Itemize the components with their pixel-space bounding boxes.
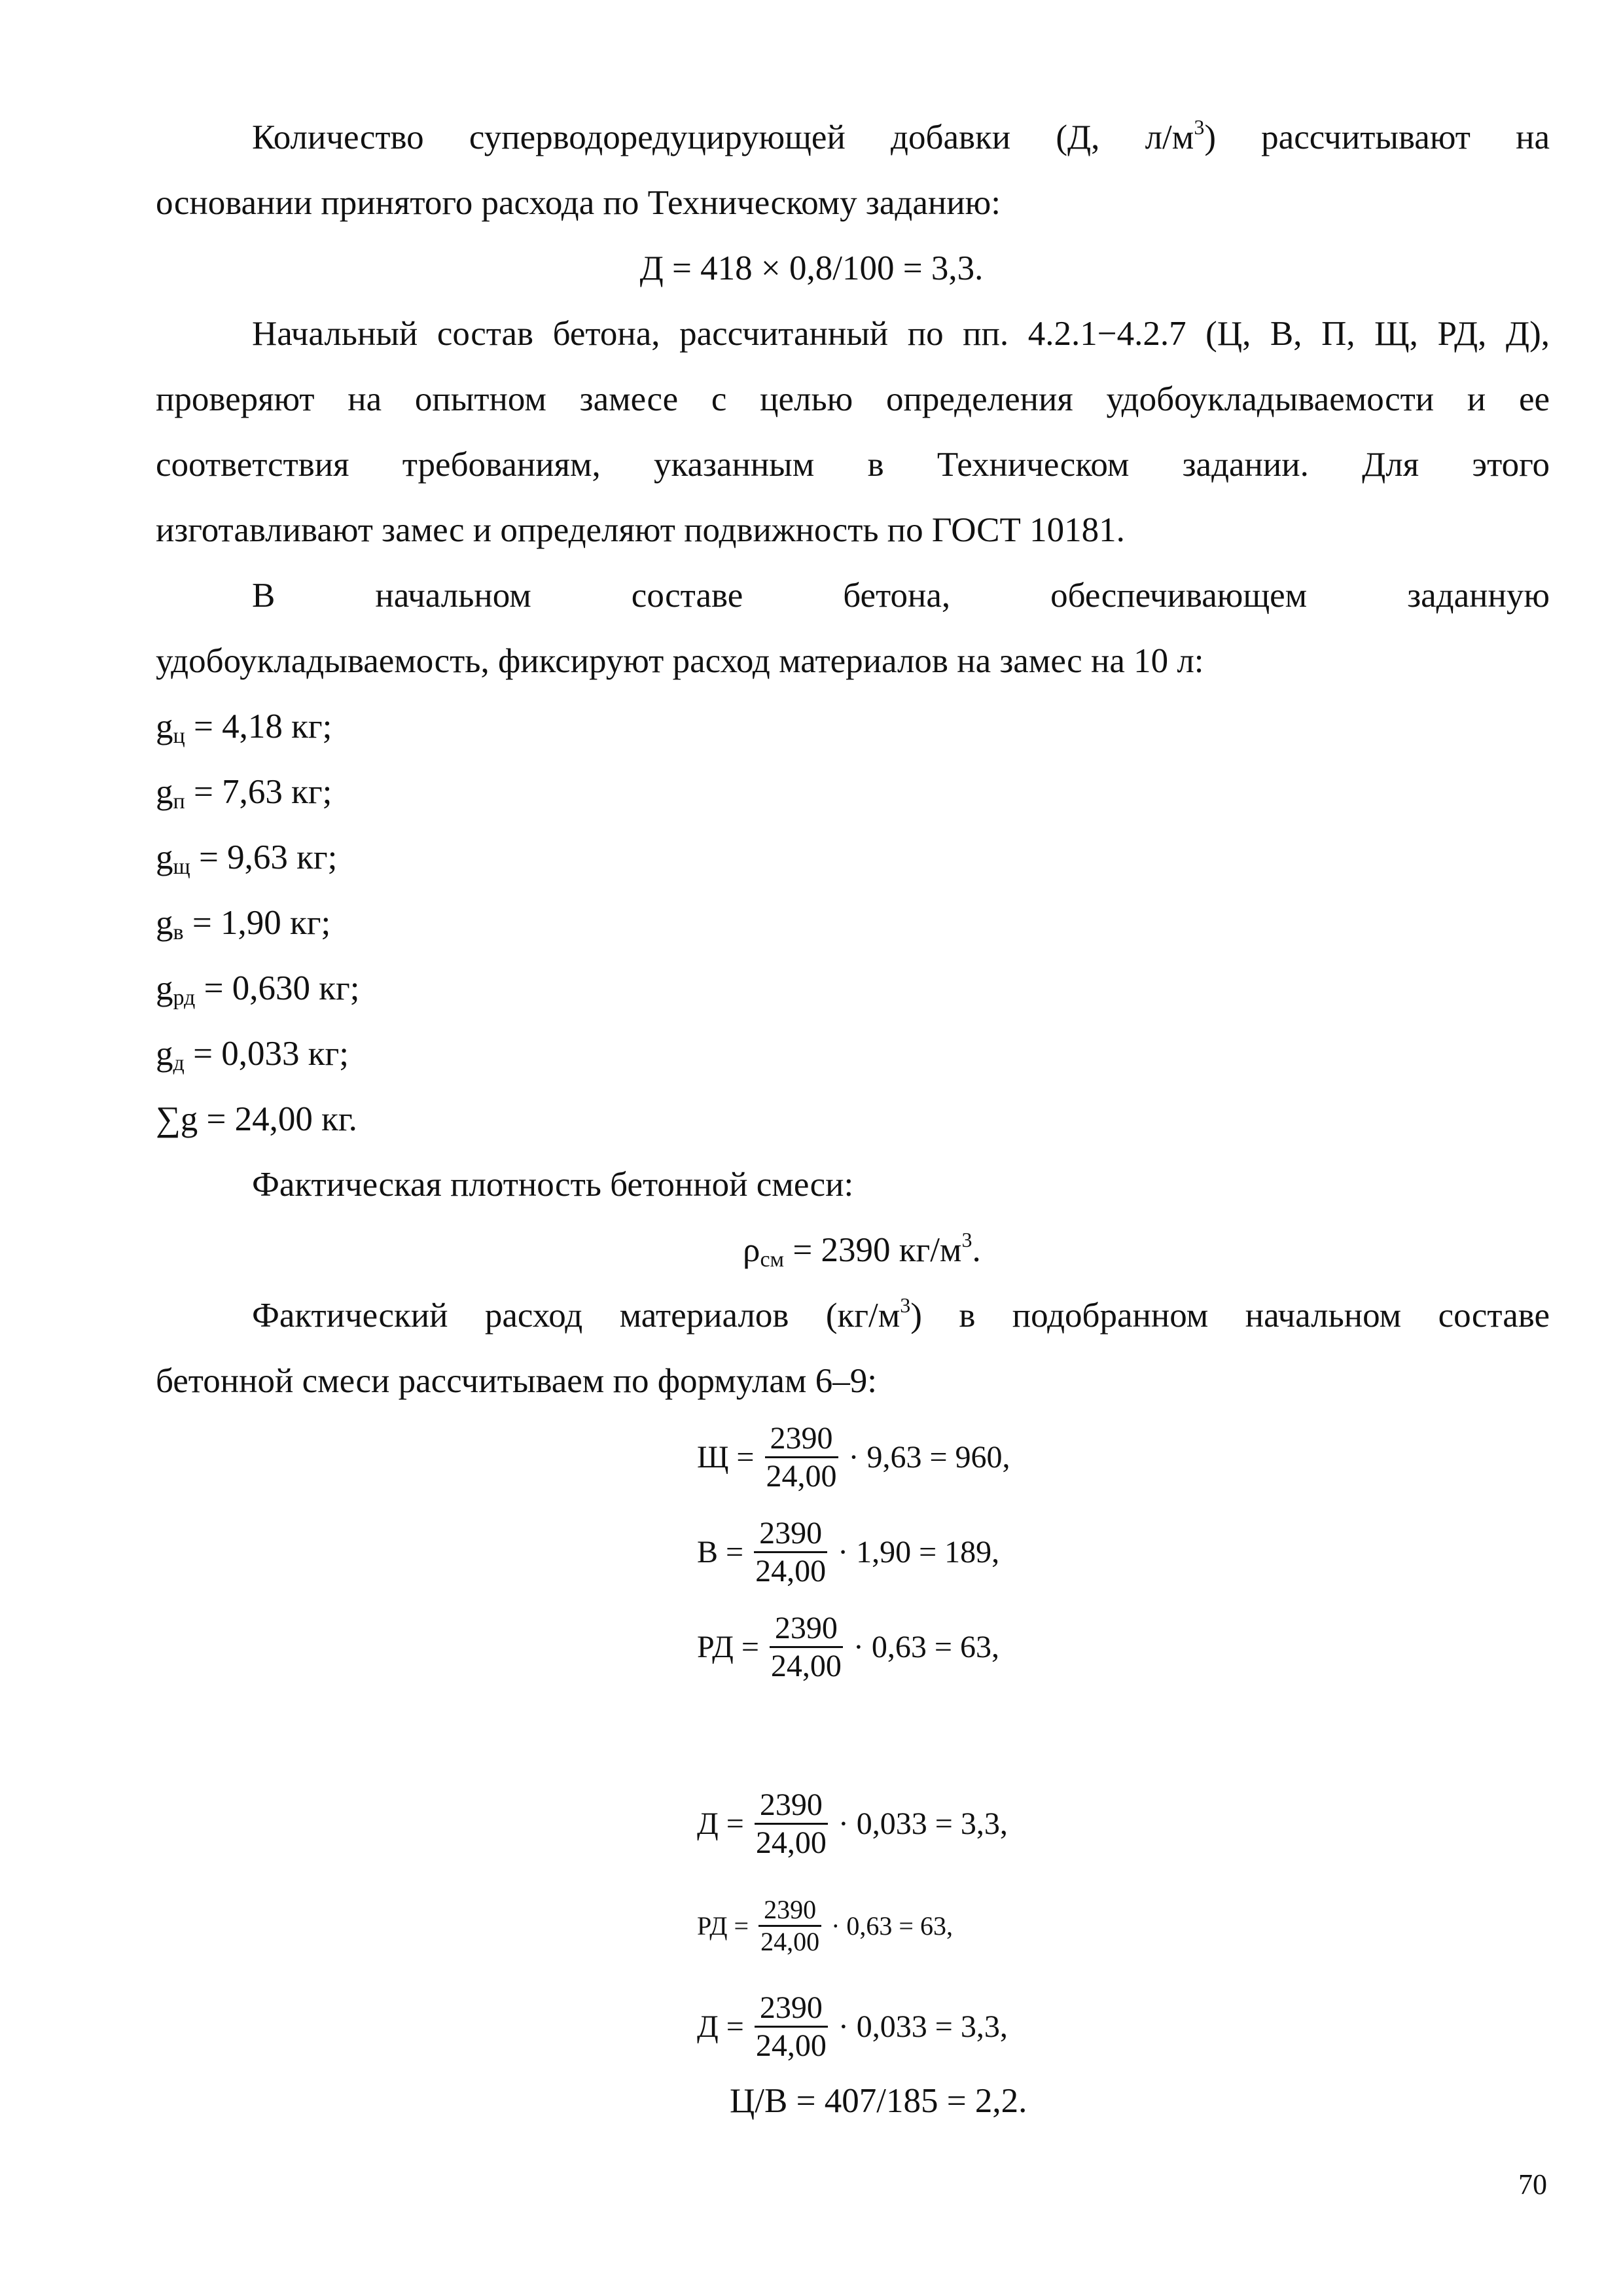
- formula-rhs: · 0,033 = 3,3,: [838, 2009, 1008, 2044]
- paragraph-3-line-1: В начальном составе бетона, обеспечивающем заданную: [252, 577, 1550, 615]
- formula-lhs: РД =: [697, 1629, 759, 1664]
- formula-rhs: · 0,63 = 63,: [831, 1910, 953, 1941]
- ratio-line: Ц/В = 407/185 = 2,2.: [730, 2082, 1027, 2120]
- numerator: 2390: [755, 1990, 828, 2028]
- value: = 1,90 кг;: [183, 904, 331, 942]
- text: Количество суперводоредуцирующей добавки (Д, л/м: [252, 118, 1194, 156]
- material-sand: [156, 772, 332, 812]
- paragraph-4-line-1: [252, 1293, 1550, 1335]
- formula-rd: [697, 1610, 999, 1684]
- paragraph-2-line-1: Начальный состав бетона, рассчитанный по пп. 4.2.1−4.2.7 (Ц, В, П, Щ, РД, Д),: [252, 315, 1550, 353]
- density-value: [743, 1230, 981, 1270]
- fraction: [750, 1515, 831, 1589]
- value: = 2390 кг/м: [784, 1231, 962, 1269]
- paragraph-2-line-2: проверяют на опытном замесе с целью определения удобоукладываемости и ее: [156, 380, 1550, 418]
- subscript: п: [173, 789, 185, 814]
- subscript: щ: [173, 855, 190, 879]
- paragraph-4-line-2: бетонной смеси рассчитываем по формулам 6–9:: [156, 1362, 877, 1400]
- text: ) рассчитывают на: [1204, 118, 1550, 156]
- text: ) в подобранном начальном составе: [910, 1297, 1550, 1335]
- formula-rhs: · 1,90 = 189,: [838, 1534, 1000, 1570]
- denominator: 24,00: [770, 1649, 842, 1684]
- symbol: g: [156, 838, 173, 876]
- subscript: в: [173, 920, 184, 944]
- fraction: [766, 1610, 847, 1684]
- density-intro: Фактическая плотность бетонной смеси:: [252, 1166, 854, 1204]
- denominator: 24,00: [760, 1927, 820, 1956]
- fraction: [761, 1420, 842, 1494]
- equation-additive: Д = 418 × 0,8/100 = 3,3.: [639, 249, 984, 287]
- denominator: 24,00: [755, 2028, 827, 2064]
- material-rd: [156, 969, 359, 1008]
- numerator: 2390: [765, 1420, 838, 1458]
- numerator: 2390: [754, 1515, 827, 1553]
- formula-rhs: · 0,033 = 3,3,: [838, 1806, 1008, 1841]
- subscript: ц: [173, 724, 185, 748]
- formula-rhs: · 0,63 = 63,: [853, 1629, 999, 1664]
- text: .: [972, 1231, 981, 1269]
- material-cement: [156, 707, 332, 746]
- material-water: [156, 903, 330, 942]
- subscript: рд: [173, 986, 196, 1010]
- paragraph-2-line-4: изготавливают замес и определяют подвижность по ГОСТ 10181.: [156, 511, 1125, 549]
- formula-lhs: Д =: [697, 1806, 744, 1841]
- numerator: 2390: [770, 1610, 843, 1648]
- denominator: 24,00: [755, 1825, 827, 1861]
- value: = 0,033 кг;: [184, 1035, 349, 1073]
- value: = 4,18 кг;: [185, 708, 332, 745]
- fraction: [751, 1787, 832, 1861]
- superscript: 3: [1194, 115, 1205, 139]
- page-number: 70: [1518, 2168, 1547, 2200]
- paragraph-3-line-2: удобоукладываемость, фиксируют расход материалов на замес на 10 л:: [156, 642, 1204, 680]
- subscript: см: [760, 1247, 785, 1272]
- formula-crushed-stone: [697, 1420, 1010, 1494]
- numerator: 2390: [755, 1787, 828, 1825]
- fraction: [751, 1990, 832, 2064]
- material-sum: ∑g = 24,00 кг.: [156, 1100, 357, 1138]
- paragraph-1-line-1: [252, 115, 1550, 157]
- text: Фактический расход материалов (кг/м: [252, 1297, 901, 1335]
- symbol: g: [156, 708, 173, 745]
- formula-lhs: Щ =: [697, 1439, 755, 1475]
- value: = 9,63 кг;: [190, 838, 338, 876]
- denominator: 24,00: [755, 1554, 827, 1589]
- symbol: ρ: [743, 1231, 760, 1269]
- value: = 0,630 кг;: [195, 969, 360, 1007]
- subscript: д: [173, 1051, 185, 1075]
- symbol: g: [156, 1035, 173, 1073]
- formula-rhs: · 9,63 = 960,: [848, 1439, 1010, 1475]
- denominator: 24,00: [766, 1459, 837, 1494]
- formula-lhs: РД =: [697, 1910, 749, 1941]
- symbol: g: [156, 904, 173, 942]
- paragraph-1-line-2: основании принятого расхода по Техническому заданию:: [156, 184, 1001, 222]
- formula-rd-repeat: [697, 1895, 953, 1957]
- formula-additive: [697, 1787, 1008, 1861]
- paragraph-2-line-3: соответствия требованиям, указанным в Техническом задании. Для этого: [156, 446, 1550, 484]
- formula-water: [697, 1515, 999, 1589]
- superscript: 3: [961, 1228, 972, 1251]
- symbol: g: [156, 773, 173, 811]
- fraction: [755, 1895, 825, 1957]
- superscript: 3: [900, 1293, 911, 1317]
- formula-lhs: В =: [697, 1534, 744, 1570]
- material-additive: [156, 1034, 349, 1073]
- numerator: 2390: [758, 1895, 821, 1927]
- formula-lhs: Д =: [697, 2009, 744, 2044]
- symbol: g: [156, 969, 173, 1007]
- formula-additive-repeat: [697, 1990, 1008, 2064]
- value: = 7,63 кг;: [185, 773, 332, 811]
- material-crushed-stone: [156, 838, 337, 877]
